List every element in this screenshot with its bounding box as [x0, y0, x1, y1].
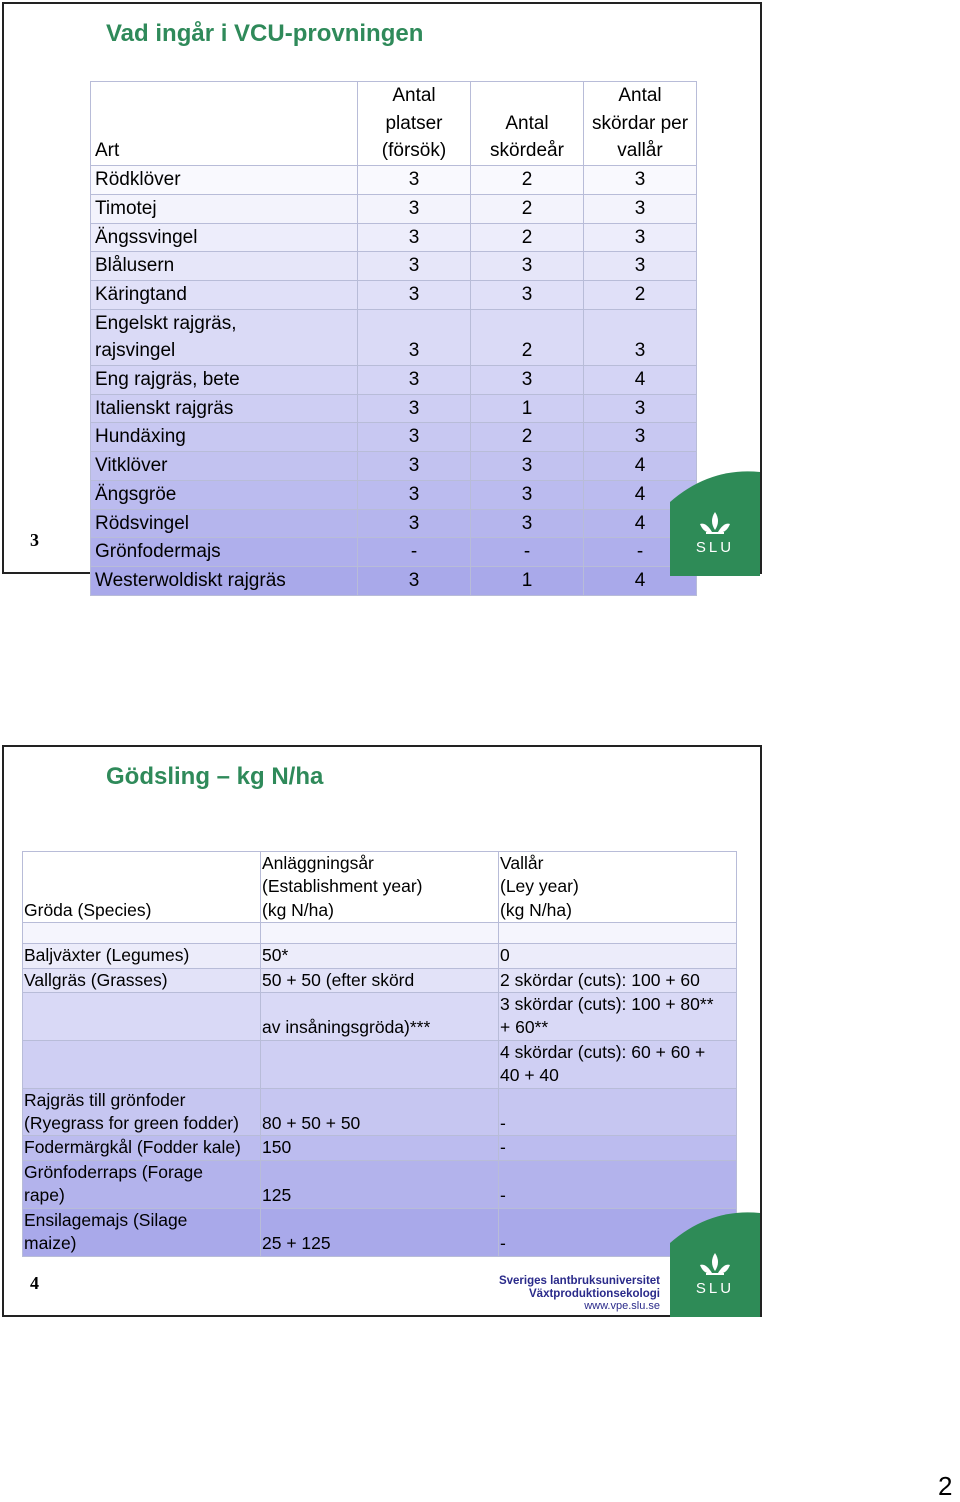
- table-cell: 4 skördar (cuts): 60 + 60 + 40 + 40: [499, 1040, 737, 1088]
- table-cell: [23, 1040, 261, 1088]
- table-cell: 150: [261, 1136, 499, 1160]
- footer-line-department: Växtproduktionsekologi: [529, 1287, 660, 1300]
- slide-fertilization: [2, 745, 762, 1317]
- table-cell: 3: [584, 394, 697, 423]
- table-cell: 3: [471, 452, 584, 481]
- table-cell: Antal platser (försök): [358, 82, 471, 166]
- table-cell: 2: [471, 223, 584, 252]
- table-cell: 4: [584, 452, 697, 481]
- slide-title: Gödsling – kg N/ha: [106, 763, 324, 790]
- table-cell: Fodermärgkål (Fodder kale): [23, 1136, 261, 1160]
- table-cell: av insåningsgröda)***: [261, 993, 499, 1041]
- table-cell: 2: [471, 423, 584, 452]
- table-cell: 1: [471, 566, 584, 595]
- table-cell: Art: [91, 82, 358, 166]
- table-cell: 50*: [261, 944, 499, 968]
- table-row: [91, 509, 697, 538]
- table-row: [23, 1040, 737, 1088]
- table-header-row: [23, 852, 737, 923]
- table-cell: 3 skördar (cuts): 100 + 80** + 60**: [499, 993, 737, 1041]
- table-row: [23, 993, 737, 1041]
- table-row: [91, 452, 697, 481]
- table-cell: -: [358, 538, 471, 567]
- table-cell: 4: [584, 366, 697, 395]
- table-header-row: [91, 82, 697, 166]
- table-cell: [23, 993, 261, 1041]
- table-cell: Rajgräs till grönfoder (Ryegrass for green fodder): [23, 1088, 261, 1136]
- table-cell: 3: [358, 566, 471, 595]
- table-cell: 3: [471, 366, 584, 395]
- table-cell: Baljväxter (Legumes): [23, 944, 261, 968]
- table-cell: 3: [471, 509, 584, 538]
- table-cell: 3: [584, 223, 697, 252]
- slu-logo: [670, 472, 760, 576]
- table-cell: -: [471, 538, 584, 567]
- table-cell: 3: [358, 452, 471, 481]
- table-cell: 3: [358, 480, 471, 509]
- slide-vcu: [2, 2, 762, 591]
- table-cell: 3: [471, 280, 584, 309]
- table-cell: [23, 923, 261, 944]
- table-cell: [499, 923, 737, 944]
- table-cell: 2: [471, 166, 584, 195]
- table-cell: -: [499, 1160, 737, 1208]
- footer-url[interactable]: www.vpe.slu.se: [584, 1300, 660, 1312]
- slu-logo-icon: [670, 1213, 760, 1317]
- table-cell: 3: [584, 252, 697, 281]
- table-cell: 3: [358, 280, 471, 309]
- table-row: [23, 968, 737, 992]
- table-cell: 0: [499, 944, 737, 968]
- table-cell: 3: [358, 194, 471, 223]
- table-cell: Gröda (Species): [23, 852, 261, 923]
- table-row: [91, 423, 697, 452]
- table-row: [23, 1088, 737, 1136]
- table-cell: 1: [471, 394, 584, 423]
- footer-line-university: Sveriges lantbruksuniversitet: [498, 1275, 660, 1287]
- table-cell: Antal skördeår: [471, 82, 584, 166]
- table-row: [91, 280, 697, 309]
- table-cell: Vitklöver: [91, 452, 358, 481]
- table-cell: Grönfoderraps (Forage rape): [23, 1160, 261, 1208]
- table-cell: Rödsvingel: [91, 509, 358, 538]
- slu-logo: [670, 1213, 760, 1317]
- table-cell: 3: [358, 252, 471, 281]
- table-cell: 3: [358, 366, 471, 395]
- table-cell: Ängsgröe: [91, 480, 358, 509]
- table-cell: 2 skördar (cuts): 100 + 60: [499, 968, 737, 992]
- table-cell: Vallår (Ley year) (kg N/ha): [499, 852, 737, 923]
- table-cell: Antal skördar per vallår: [584, 82, 697, 166]
- table-cell: 4: [584, 566, 697, 595]
- table-cell: 3: [358, 223, 471, 252]
- table-cell: 2: [584, 280, 697, 309]
- table-row: [23, 1136, 737, 1160]
- table-cell: 80 + 50 + 50: [261, 1088, 499, 1136]
- slide-title: Vad ingår i VCU-provningen: [106, 20, 424, 47]
- table-row: [23, 1208, 737, 1256]
- table-cell: 3: [471, 252, 584, 281]
- table-cell: Ängssvingel: [91, 223, 358, 252]
- table-cell: Anläggningsår (Establishment year) (kg N/ha): [261, 852, 499, 923]
- table-cell: [261, 923, 499, 944]
- table-cell: 3: [584, 309, 697, 365]
- vcu-table: [90, 81, 697, 596]
- logo-text: SLU: [695, 539, 735, 556]
- table-cell: 4: [584, 480, 697, 509]
- table-cell: Timotej: [91, 194, 358, 223]
- slide-number: 3: [30, 530, 39, 550]
- table-cell: Ensilagemajs (Silage maize): [23, 1208, 261, 1256]
- table-cell: -: [499, 1208, 737, 1256]
- table-cell: Vallgräs (Grasses): [23, 968, 261, 992]
- table-cell: 2: [471, 194, 584, 223]
- page-number: 2: [938, 1471, 953, 1501]
- table-row: [91, 366, 697, 395]
- table-row: [23, 1160, 737, 1208]
- footer-university: [499, 1275, 660, 1313]
- table-cell: 4: [584, 509, 697, 538]
- table-row: [91, 394, 697, 423]
- table-cell: 3: [358, 509, 471, 538]
- table-cell: Italienskt rajgräs: [91, 394, 358, 423]
- table-cell: Engelskt rajgräs, rajsvingel: [91, 309, 358, 365]
- table-row: [23, 944, 737, 968]
- table-row: [91, 223, 697, 252]
- fertilization-table: [22, 851, 737, 1257]
- table-row: [91, 309, 697, 365]
- table-cell: 3: [358, 423, 471, 452]
- table-cell: Westerwoldiskt rajgräs: [91, 566, 358, 595]
- table-row: [91, 566, 697, 595]
- table-cell: 3: [471, 480, 584, 509]
- table-cell: 3: [358, 309, 471, 365]
- table-cell: -: [584, 538, 697, 567]
- table-cell: 3: [584, 423, 697, 452]
- table-cell: Blålusern: [91, 252, 358, 281]
- table-cell: Hundäxing: [91, 423, 358, 452]
- table-row: [91, 166, 697, 195]
- slu-logo-icon: [670, 472, 760, 576]
- table-cell: Grönfodermajs: [91, 538, 358, 567]
- table-cell: 2: [471, 309, 584, 365]
- table-cell: 3: [358, 394, 471, 423]
- table-cell: -: [499, 1136, 737, 1160]
- table-cell: 50 + 50 (efter skörd: [261, 968, 499, 992]
- table-row: [91, 194, 697, 223]
- table-row: [91, 480, 697, 509]
- table-cell: 125: [261, 1160, 499, 1208]
- table-cell: [261, 1040, 499, 1088]
- table-cell: 3: [358, 166, 471, 195]
- table-cell: Eng rajgräs, bete: [91, 366, 358, 395]
- table-row: [23, 923, 737, 944]
- slide-number: 4: [30, 1273, 39, 1293]
- logo-text: SLU: [695, 1280, 735, 1297]
- table-cell: 3: [584, 166, 697, 195]
- table-cell: Rödklöver: [91, 166, 358, 195]
- table-cell: 3: [584, 194, 697, 223]
- table-cell: 25 + 125: [261, 1208, 499, 1256]
- table-row: [91, 538, 697, 567]
- table-cell: -: [499, 1088, 737, 1136]
- table-cell: Käringtand: [91, 280, 358, 309]
- table-row: [91, 252, 697, 281]
